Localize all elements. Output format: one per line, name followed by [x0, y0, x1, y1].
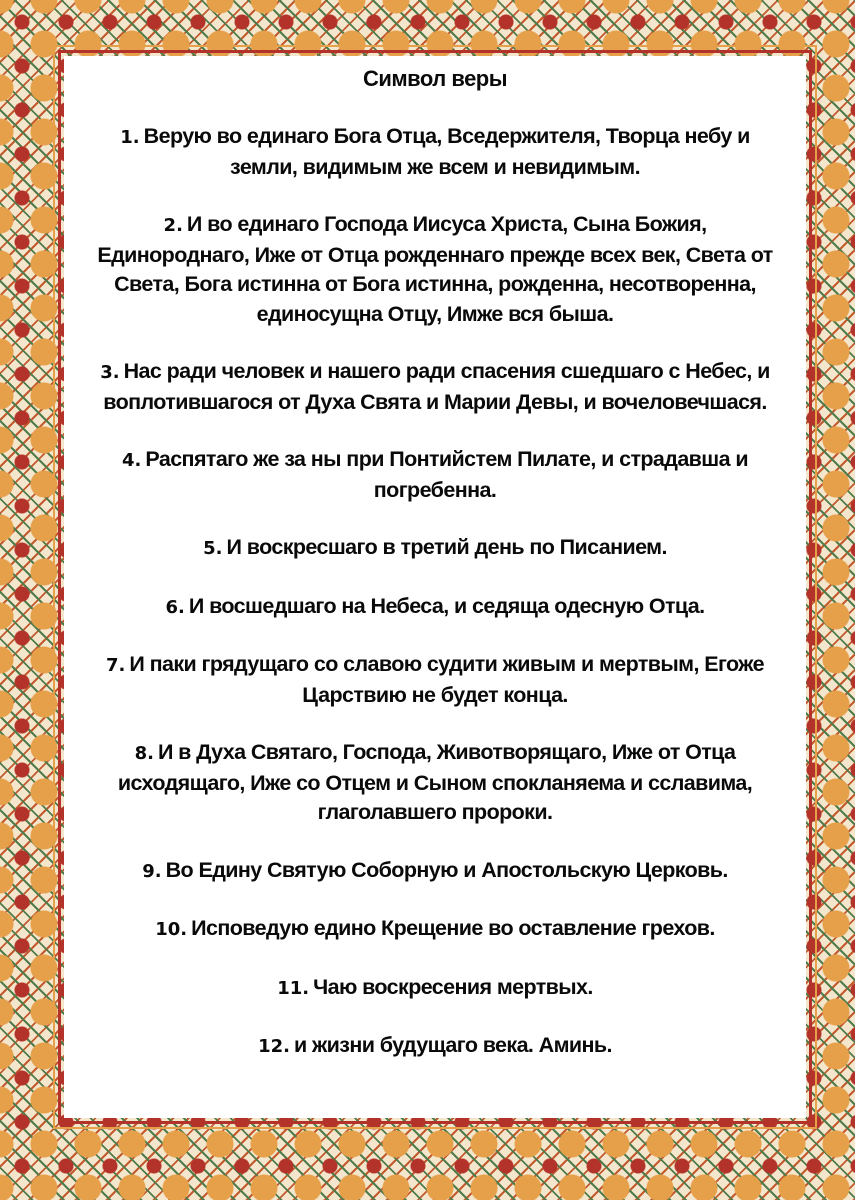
article-number: 12.: [258, 1036, 290, 1057]
article-5: [85, 533, 785, 564]
article-6: [85, 592, 785, 623]
article-text: Исповедую едино Крещение во оставление грехов.: [191, 916, 715, 940]
article-8: [85, 738, 785, 828]
article-2: [85, 210, 785, 329]
article-11: [85, 973, 785, 1004]
article-4: [85, 445, 785, 505]
article-number: 5.: [203, 538, 223, 559]
article-number: 1.: [120, 127, 140, 148]
article-number: 6.: [165, 596, 185, 618]
article-text: Верую во единаго Бога Отца, Вседержителя, Творца небу и земли, видимым же всем и невидимым.: [143, 124, 750, 179]
article-text: И во единаго Господа Иисуса Христа, Сына Божия, Единороднаго, Иже от Отца рожденнаго прежде всех век, Света от Света, Бога истинна от Бога истинна, рожденна, несотворенна, единосущна Отцу, Имже вся быша.: [97, 212, 773, 326]
article-number: 9.: [142, 860, 162, 882]
article-number: 4.: [122, 450, 142, 471]
article-1: [85, 122, 785, 182]
article-7: [85, 650, 785, 710]
article-number: 11.: [277, 977, 310, 999]
article-3: [85, 357, 785, 417]
article-text: Чаю воскресения мертвых.: [313, 974, 593, 999]
article-text: Во Едину Святую Соборную и Апостольскую Церковь.: [165, 857, 728, 882]
article-text: Нас ради человек и нашего ради спасения сшедшаго с Небес, и воплотившагося от Духа Свята и Марии Девы, и вочеловечшася.: [103, 359, 770, 414]
article-text: И в Духа Святаго, Господа, Животворящаго, Иже от Отца исходящаго, Иже со Отцем и Сыном спокланяема и сславима, глаголавшего пророки.: [117, 740, 753, 824]
text-panel: [64, 56, 806, 1118]
article-text: и жизни будущаго века. Аминь.: [293, 1033, 612, 1057]
article-text: И восшедшаго на Небеса, и седяща одесную Отца.: [188, 593, 705, 618]
article-9: [85, 856, 785, 887]
article-text: Распятаго же за ны при Понтийстем Пилате, и страдавша и погребенна.: [145, 447, 748, 502]
article-number: 10.: [155, 919, 188, 940]
article-10: [85, 914, 785, 945]
article-number: 2.: [163, 215, 183, 236]
article-number: 3.: [100, 362, 120, 383]
article-text: И воскресшаго в третий день по Писанием.: [226, 535, 667, 559]
article-12: [85, 1031, 785, 1062]
article-text: И паки грядущаго со славою судити живым и мертвым, Егоже Царствию не будет конца.: [129, 652, 764, 707]
article-number: 8.: [134, 743, 154, 764]
article-number: 7.: [105, 655, 126, 676]
document-title: Символ веры: [362, 66, 508, 91]
